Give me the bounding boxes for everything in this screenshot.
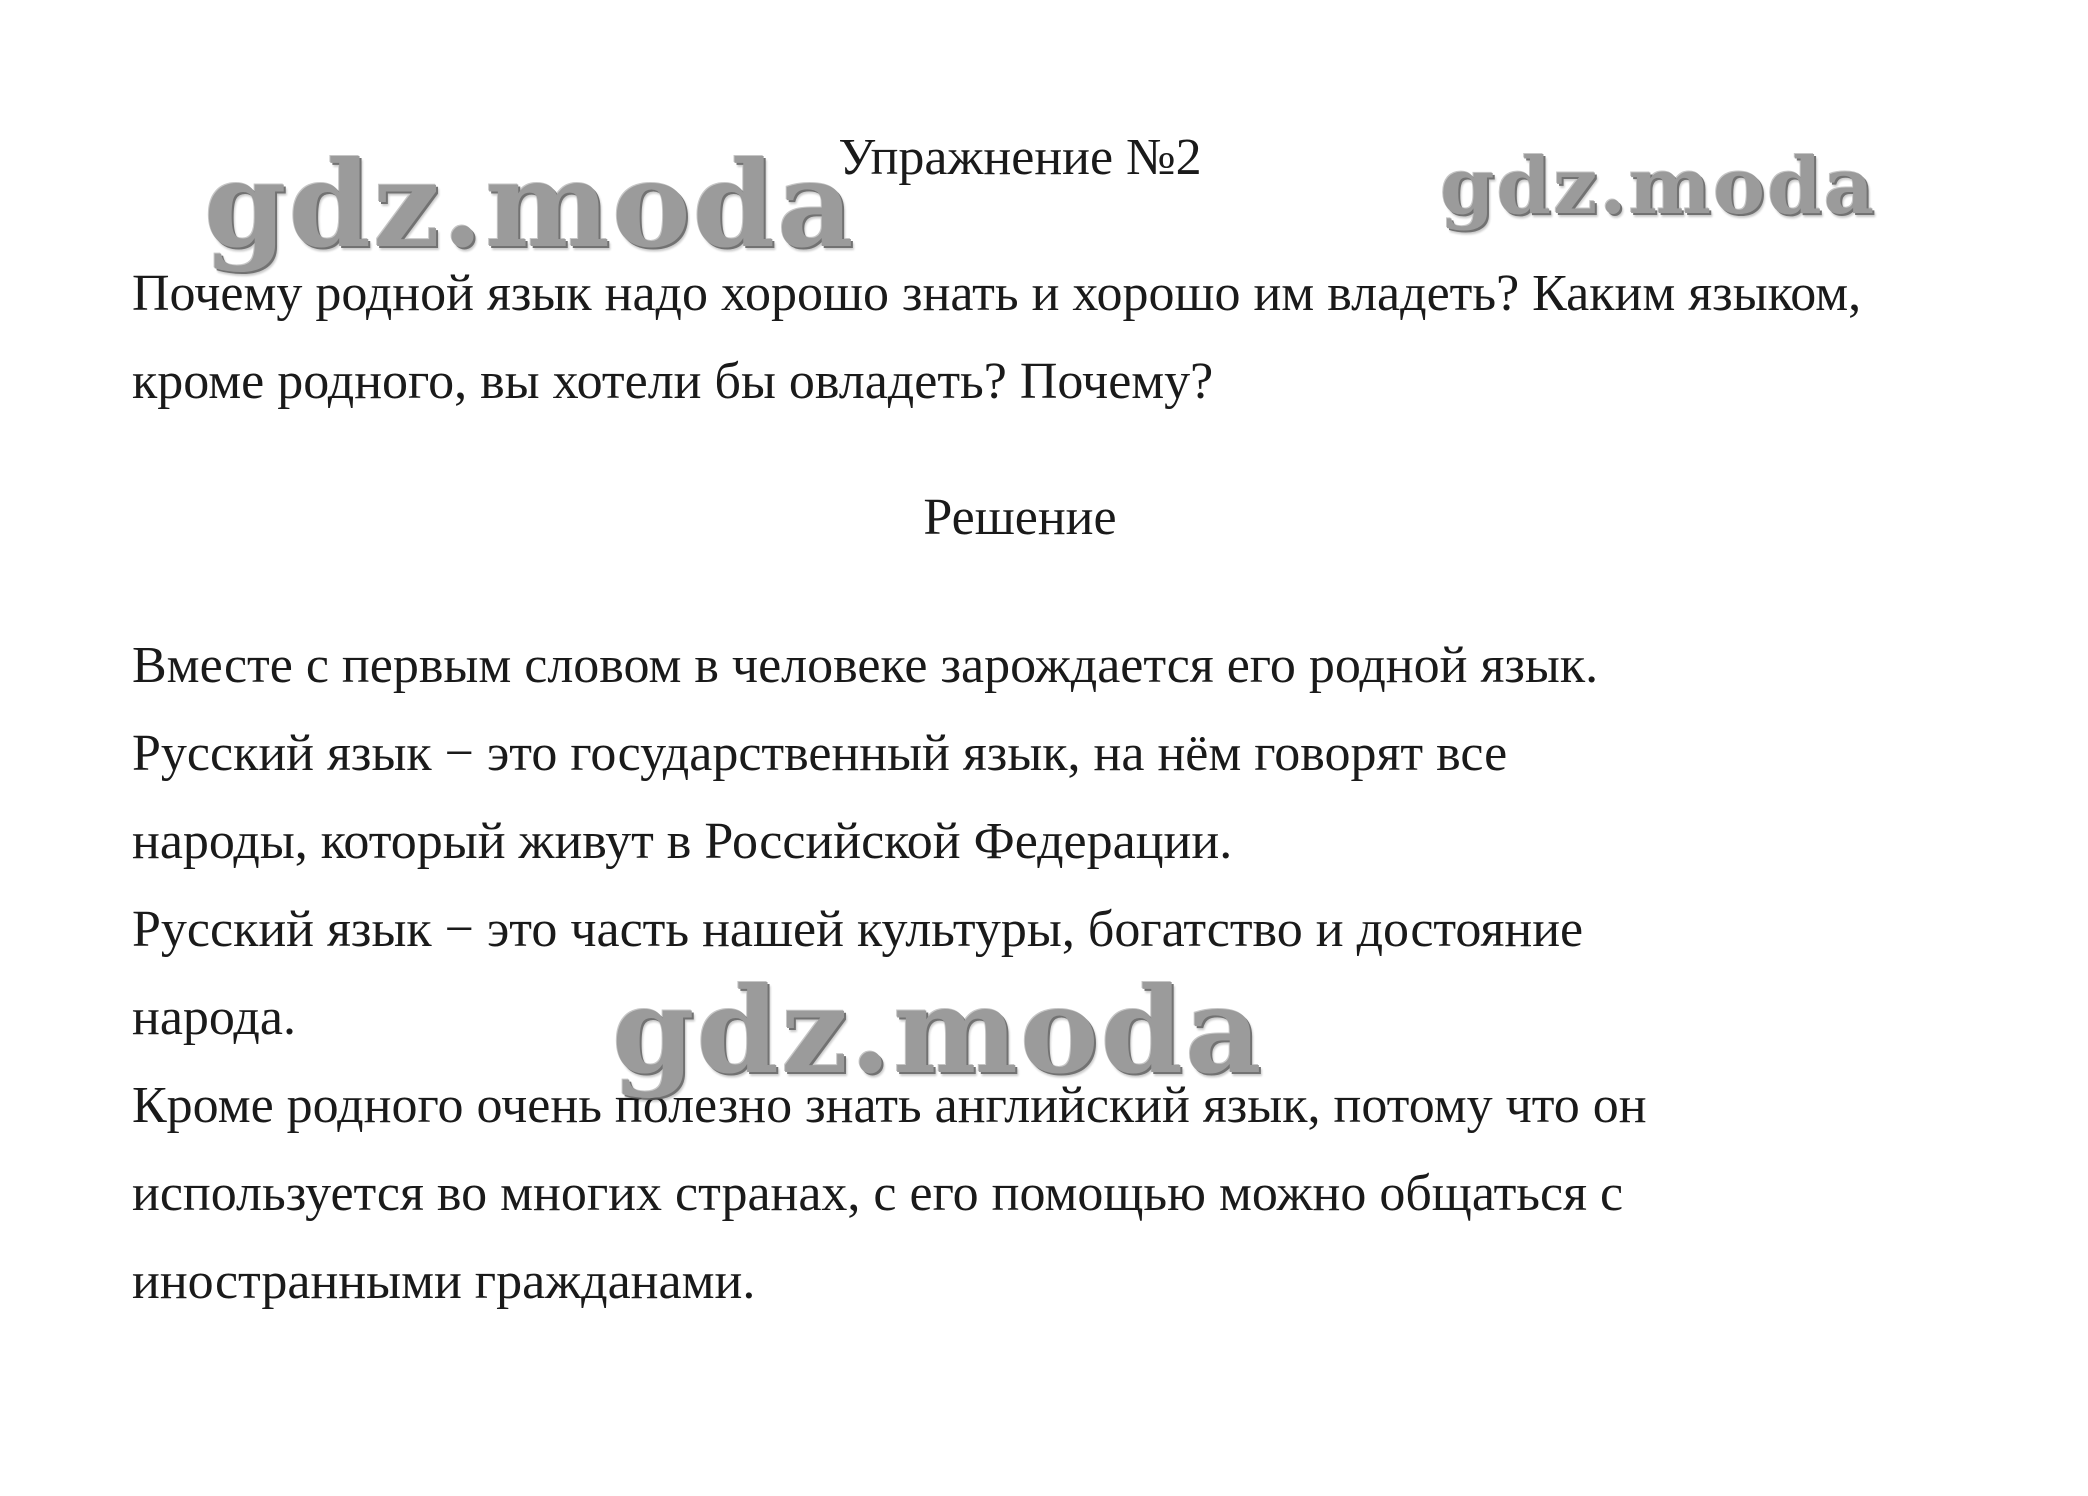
answer-line: Кроме родного очень полезно знать английский язык, потому что он — [132, 1077, 1647, 1134]
watermark-logo: gdz.moda — [204, 135, 856, 274]
answer-line: народа. — [132, 989, 296, 1046]
watermark-logo: gdz.moda — [612, 961, 1264, 1100]
watermark-logo: gdz.moda — [1440, 141, 1877, 232]
answer-line: Русский язык − это часть нашей культуры, богатство и достояние — [132, 901, 1584, 958]
answer-line: используется во многих странах, с его помощью можно общаться с — [132, 1165, 1624, 1222]
answer-line: Вместе с первым словом в человеке зарождается его родной язык. — [132, 637, 1599, 694]
exercise-title: Упражнение №2 — [838, 129, 1202, 186]
exercise-question: Почему родной язык надо хорошо знать и хорошо им владеть? Каким языком, кроме родного, вы хотели бы овладеть? Почему? — [132, 265, 1862, 410]
answer-line: Русский язык − это государственный язык, на нём говорят все — [132, 725, 1508, 782]
answer-line: народы, который живут в Российской Федерации. — [132, 813, 1233, 870]
answer-line: иностранными гражданами. — [132, 1253, 756, 1310]
solution-heading: Решение — [923, 489, 1117, 546]
